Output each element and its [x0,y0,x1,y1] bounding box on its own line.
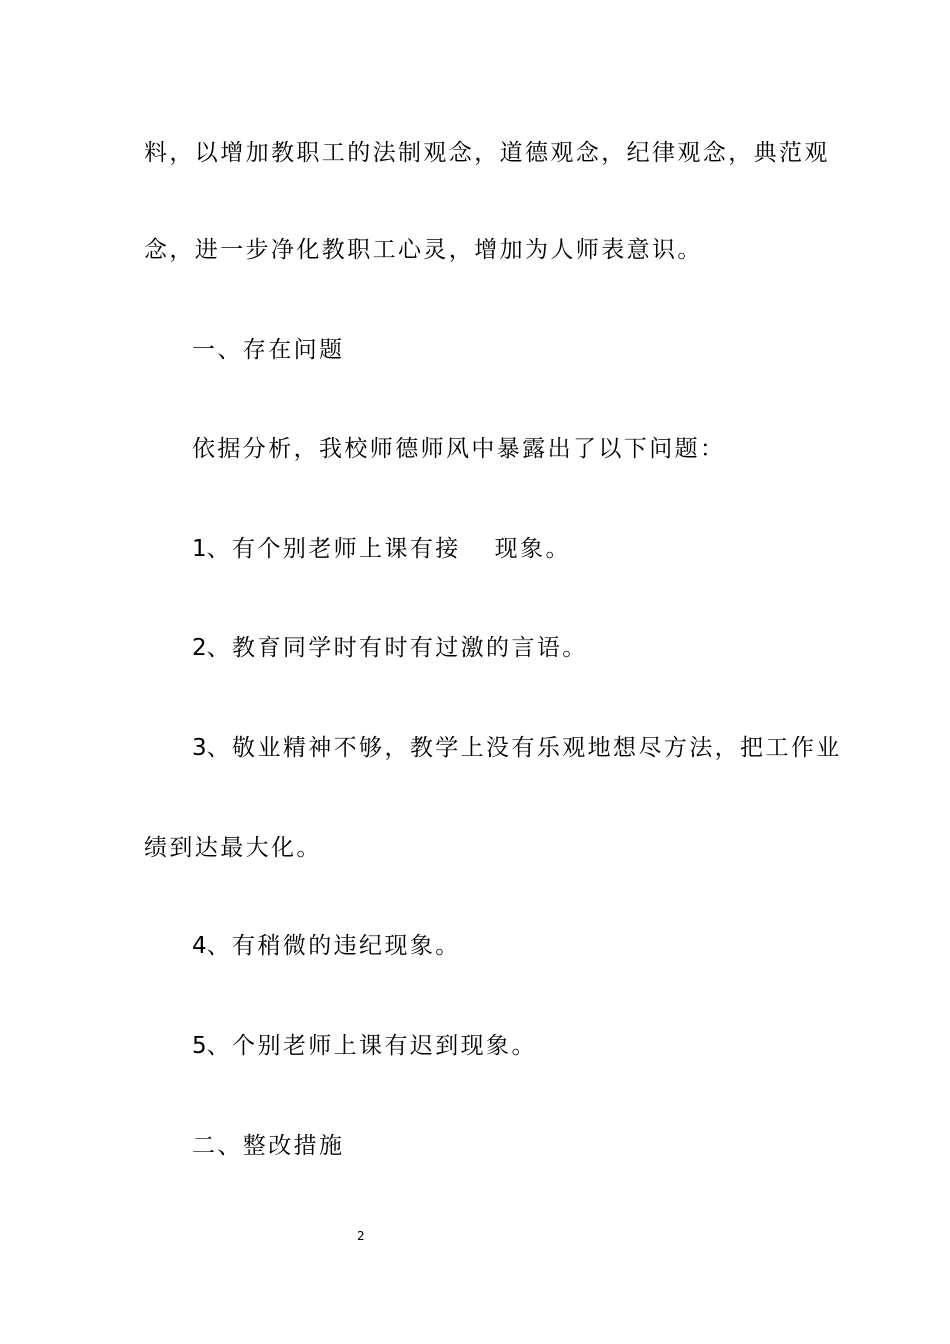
item-text: 、敬业精神不够，教学上没有乐观地想尽方法，把工作业 [206,735,842,761]
item-number: 1 [192,536,207,562]
item-number: 2 [192,635,207,661]
item-text-end: 现象。 [494,536,571,562]
section-heading-measures: 二、整改措施 [192,1133,345,1159]
paragraph-line-1: 料，以增加教职工的法制观念，道德观念，纪律观念，典范观 [144,140,830,166]
intro-line: 依据分析，我校师德师风中暴露出了以下问题： [192,436,726,462]
item-number: 5 [192,1033,207,1059]
list-item [192,733,842,763]
item-number: 4 [192,933,207,959]
page-number: 2 [357,1229,365,1243]
list-item [192,633,588,663]
section-heading-problems: 一、存在问题 [192,337,345,363]
item-text: 、个别老师上课有迟到现象。 [206,1033,537,1059]
item-text: 、有稍微的违纪现象。 [206,933,461,959]
list-item [192,1031,537,1061]
item-text: 、有个别老师上课有接 [206,536,461,562]
item-text: 、教育同学时有时有过激的言语。 [206,635,588,661]
list-item [192,534,571,564]
list-item-continuation: 绩到达最大化。 [144,835,322,861]
list-item [192,931,461,961]
item-number: 3 [192,735,207,761]
paragraph-line-2: 念，进一步净化教职工心灵，增加为人师表意识。 [144,237,703,263]
